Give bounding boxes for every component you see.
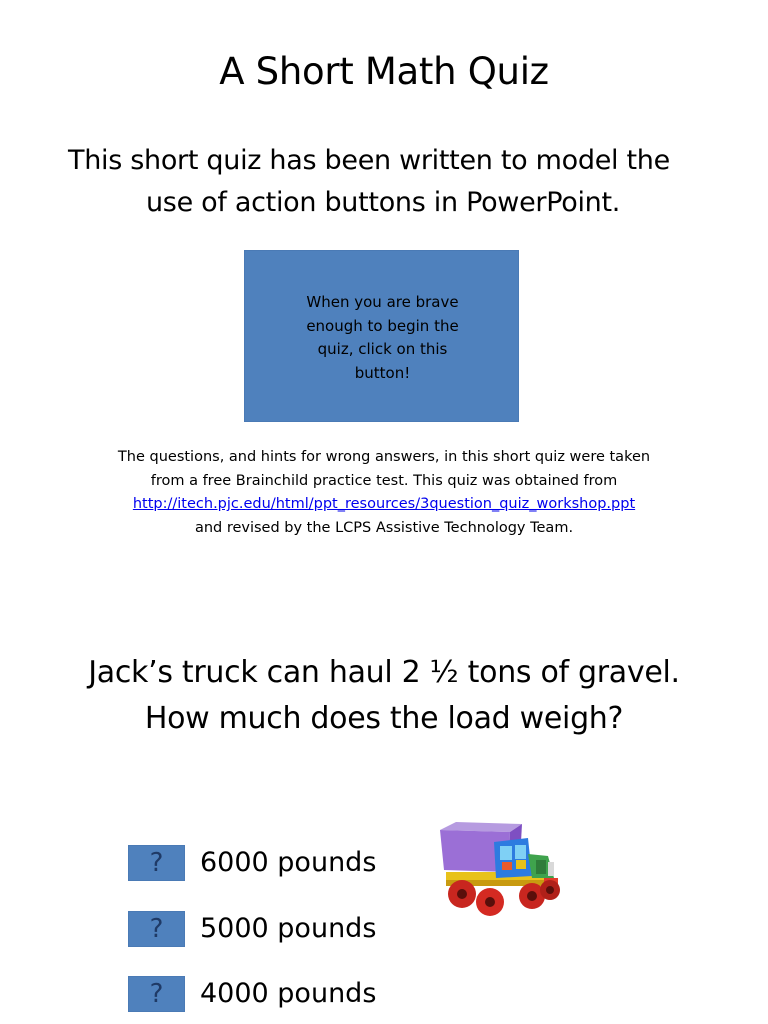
- question-mark-icon: ?: [149, 914, 164, 944]
- credits-line: and revised by the LCPS Assistive Technology Team.: [194, 519, 574, 536]
- answer-label: 4000 pounds: [200, 978, 377, 1009]
- button-label-line: quiz, click on this: [317, 340, 448, 358]
- answer-label: 6000 pounds: [200, 847, 377, 878]
- question-line: How much does the load weigh?: [144, 701, 624, 736]
- begin-quiz-button-label: [245, 291, 520, 385]
- intro-line: This short quiz has been written to model the: [68, 145, 670, 176]
- question-text: [0, 650, 768, 742]
- question-mark-icon: ?: [149, 979, 164, 1009]
- answer-button[interactable]: [128, 845, 185, 881]
- answer-option: [128, 843, 428, 883]
- slide-title: A Short Math Quiz: [219, 50, 549, 93]
- question-mark-icon: ?: [149, 848, 164, 878]
- button-label-line: When you are brave: [306, 293, 459, 311]
- answer-button[interactable]: [128, 976, 185, 1012]
- button-label-line: button!: [354, 363, 411, 382]
- intro-line: use of action buttons in PowerPoint.: [146, 187, 621, 218]
- button-label-line: enough to begin the: [306, 316, 459, 335]
- credits-line: The questions, and hints for wrong answers, in this short quiz were taken: [117, 449, 651, 465]
- source-link[interactable]: http://itech.pjc.edu/html/ppt_resources/3question_quiz_workshop.ppt: [132, 496, 636, 512]
- toy-truck-icon: [436, 820, 562, 918]
- answer-option: [128, 909, 428, 949]
- credits-text: [0, 446, 768, 540]
- answer-label: 5000 pounds: [200, 913, 377, 944]
- answer-option: [128, 974, 428, 1014]
- credits-line: from a free Brainchild practice test. This quiz was obtained from: [150, 472, 618, 489]
- question-line: Jack’s truck can haul 2 ½ tons of gravel.: [88, 655, 680, 690]
- answer-button[interactable]: [128, 911, 185, 947]
- intro-text: [60, 140, 708, 224]
- begin-quiz-button[interactable]: [244, 250, 519, 422]
